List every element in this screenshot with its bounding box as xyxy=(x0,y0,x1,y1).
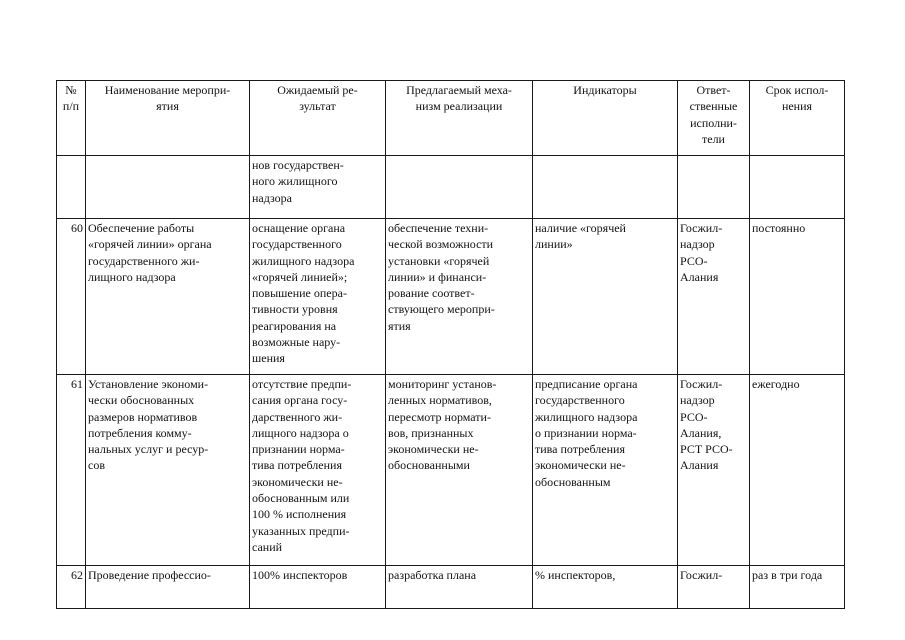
row-number-cell xyxy=(57,156,86,219)
header-activity-name: Наименование меропри- ятия xyxy=(86,81,250,156)
row-number-cell: 61 xyxy=(57,375,86,566)
activity-name-cell: Проведение профессио- xyxy=(86,566,250,609)
responsible-cell: Госжил- xyxy=(678,566,750,609)
indicators-cell xyxy=(533,156,678,219)
mechanism-cell: разработка плана xyxy=(386,566,533,609)
header-responsible: Ответ- ственные исполни- тели xyxy=(678,81,750,156)
row-number-cell: 62 xyxy=(57,566,86,609)
responsible-cell: Госжил- надзор РСО- Алания, РСТ РСО- Алания xyxy=(678,375,750,566)
deadline-cell: раз в три года xyxy=(750,566,845,609)
expected-result-cell: нов государствен- ного жилищного надзора xyxy=(250,156,386,219)
deadline-cell: постоянно xyxy=(750,219,845,375)
responsible-cell xyxy=(678,156,750,219)
header-deadline: Срок испол- нения xyxy=(750,81,845,156)
mechanism-cell: мониторинг установ- ленных нормативов, пересмотр нормати- вов, признанных экономически не- обоснованными xyxy=(386,375,533,566)
mechanism-cell: обеспечение техни- ческой возможности установки «горячей линии» и финанси- рование соответ- ствующего меропри- ятия xyxy=(386,219,533,375)
action-plan-table xyxy=(56,80,845,609)
expected-result-cell: отсутствие предпи- сания органа госу- дарственного жи- лищного надзора о признании норма- тива потребления экономически не- обоснованным или 100 % исполнения указанных предпи- саний xyxy=(250,375,386,566)
deadline-cell xyxy=(750,156,845,219)
indicators-cell: предписание органа государственного жилищного надзора о признании норма- тива потребления экономически не- обоснованным xyxy=(533,375,678,566)
header-mechanism: Предлагаемый меха- низм реализации xyxy=(386,81,533,156)
indicators-cell: наличие «горячей линии» xyxy=(533,219,678,375)
indicators-cell: % инспекторов, xyxy=(533,566,678,609)
table-row xyxy=(57,375,845,566)
expected-result-cell: 100% инспекторов xyxy=(250,566,386,609)
mechanism-cell xyxy=(386,156,533,219)
table-row xyxy=(57,219,845,375)
responsible-cell: Госжил- надзор РСО- Алания xyxy=(678,219,750,375)
activity-name-cell xyxy=(86,156,250,219)
header-number: № п/п xyxy=(57,81,86,156)
table-row xyxy=(57,566,845,609)
row-number-cell: 60 xyxy=(57,219,86,375)
header-indicators: Индикаторы xyxy=(533,81,678,156)
table-row xyxy=(57,156,845,219)
table-header-row xyxy=(57,81,845,156)
activity-name-cell: Обеспечение работы «горячей линии» органа государственного жи- лищного надзора xyxy=(86,219,250,375)
header-expected-result: Ожидаемый ре- зультат xyxy=(250,81,386,156)
expected-result-cell: оснащение органа государственного жилищного надзора «горячей линией»; повышение опера- тивности уровня реагирования на возможные нару- шения xyxy=(250,219,386,375)
activity-name-cell: Установление экономи- чески обоснованных размеров нормативов потребления комму- нальных услуг и ресур- сов xyxy=(86,375,250,566)
deadline-cell: ежегодно xyxy=(750,375,845,566)
